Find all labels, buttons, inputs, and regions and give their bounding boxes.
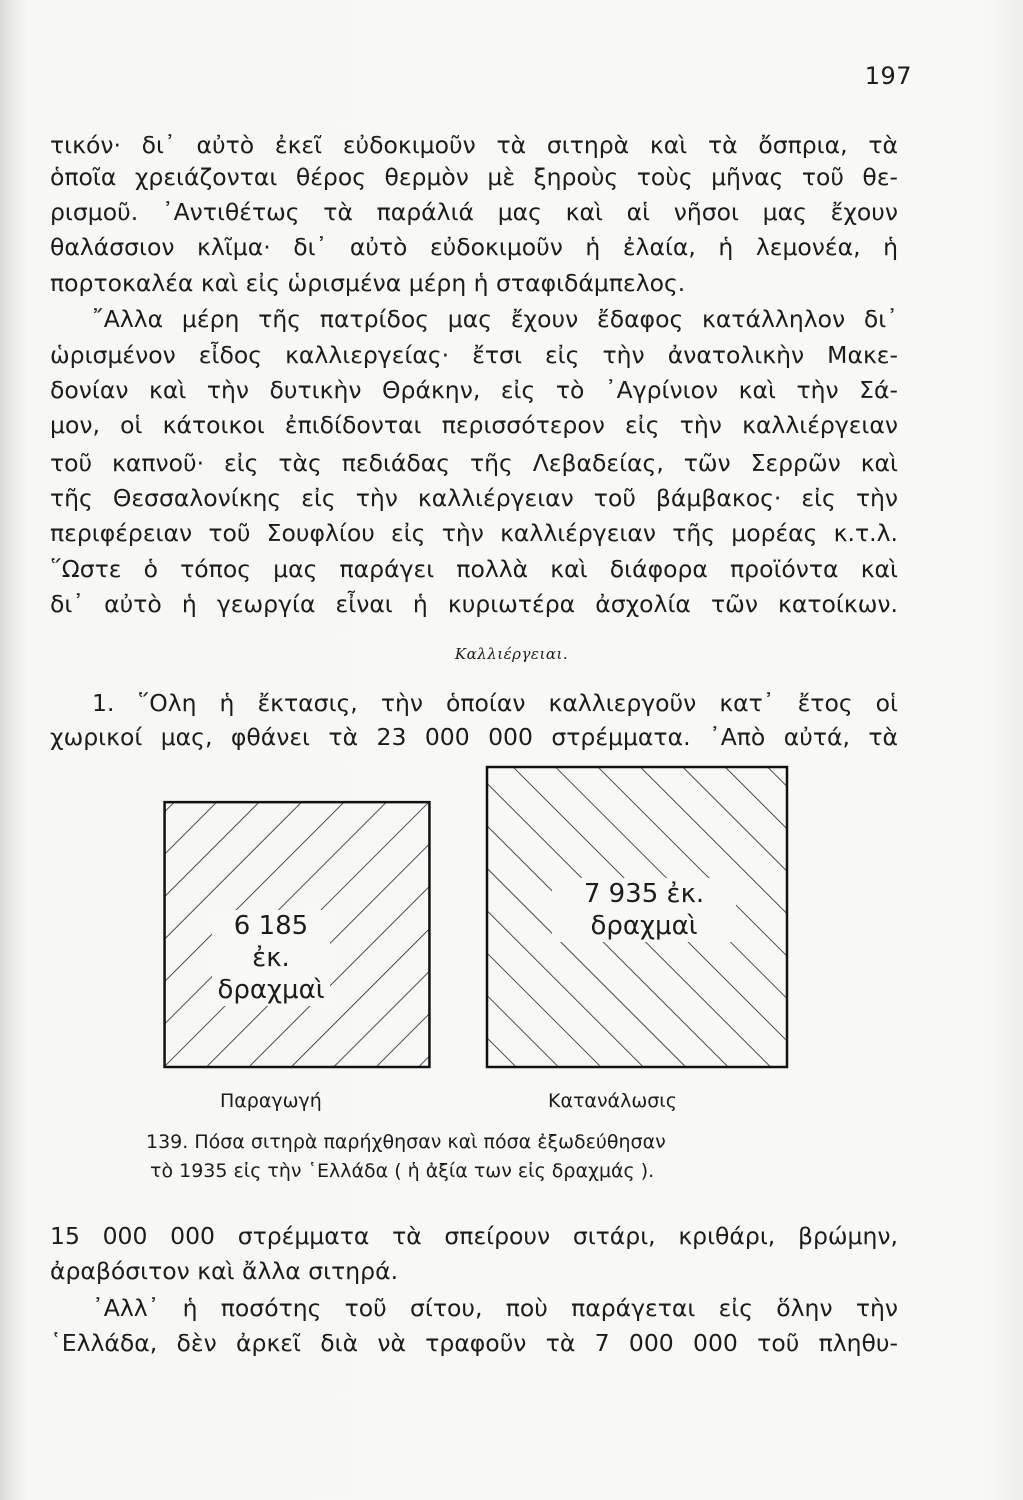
- text-line: τικόν· δι᾽ αὐτὸ ἐκεῖ εὐδοκιμοῦν τὰ σιτηρὰ καὶ τὰ ὄσπρια, τὰ: [50, 131, 898, 159]
- production-value: 6 185 ἐκ.: [233, 911, 309, 973]
- text-line: 1. ῞Ολη ἡ ἔκτασις, τὴν ὁποίαν καλλιεργοῦν κατ᾽ ἔτος οἱ: [92, 689, 898, 717]
- text-line: ῾Ελλάδα, δὲν ἀρκεῖ διὰ νὰ τραφοῦν τὰ 7 000 000 τοῦ πληθυ-: [50, 1329, 898, 1357]
- consumption-value: 7 935 ἐκ.: [583, 879, 705, 909]
- text-line: χωρικοί μας, φθάνει τὰ 23 000 000 στρέμματα. ᾿Απὸ αὐτά, τὰ: [50, 723, 898, 751]
- text-line: δονίαν καὶ τὴν δυτικὴν Θράκην, εἰς τὸ ᾿Αγρίνιον καὶ τὴν Σά-: [50, 376, 898, 404]
- production-label: Παραγωγή: [220, 1090, 322, 1112]
- text-line: πορτοκαλέα καὶ εἰς ὡρισμένα μέρη ἡ σταφιδάμπελος.: [50, 269, 686, 297]
- consumption-value-label: [552, 878, 736, 942]
- text-line: ὁποῖα χρειάζονται θέρος θερμὸν μὲ ξηροὺς τοὺς μῆνας τοῦ θε-: [50, 163, 898, 191]
- text-line: ᾿Αλλ᾽ ἡ ποσότης τοῦ σίτου, ποὺ παράγεται εἰς ὅλην τὴν: [92, 1294, 898, 1322]
- text-line: ὡρισμένον εἶδος καλλιεργείας· ἔτσι εἰς τὴν ἀνατολικὴν Μακε-: [50, 341, 898, 369]
- production-unit: δραχμαὶ: [217, 975, 325, 1005]
- text-line: ἀραβόσιτον καὶ ἄλλα σιτηρά.: [50, 1257, 399, 1285]
- figure-caption-line: τὸ 1935 εἰς τὴν ῾Ελλάδα ( ἡ ἀξία των εἰς δραχμάς ).: [150, 1160, 655, 1182]
- text-line: μον, οἱ κάτοικοι ἐπιδίδονται περισσότερον εἰς τὴν καλλιέργειαν: [50, 411, 898, 439]
- consumption-label: Κατανάλωσις: [548, 1090, 677, 1112]
- section-heading: Καλλιέργειαι.: [454, 645, 569, 663]
- text-line: ῞Ωστε ὁ τόπος μας παράγει πολλὰ καὶ διάφορα προϊόντα καὶ: [50, 555, 898, 583]
- text-line: ρισμοῦ. ᾿Αντιθέτως τὰ παράλιά μας καὶ αἱ νῆσοι μας ἔχουν: [50, 198, 898, 226]
- figure-caption-line: 139. Πόσα σιτηρὰ παρήχθησαν καὶ πόσα ἐξωδεύθησαν: [146, 1131, 666, 1153]
- text-line: περιφέρειαν τοῦ Σουφλίου εἰς τὴν καλλιέργειαν τῆς μορέας κ.τ.λ.: [50, 519, 898, 547]
- text-line: τῆς Θεσσαλονίκης εἰς τὴν καλλιέργειαν τοῦ βάμβακος· εἰς τὴν: [50, 484, 898, 512]
- text-line: θαλάσσιον κλῖμα· δι᾽ αὐτὸ εὐδοκιμοῦν ἡ ἐλαία, ἡ λεμονέα, ἡ: [50, 233, 898, 261]
- text-line: ῎Αλλα μέρη τῆς πατρίδος μας ἔχουν ἔδαφος κατάλληλον δι᾽: [92, 305, 898, 333]
- production-value-label: [212, 910, 330, 1006]
- consumption-unit: δραχμαὶ: [590, 911, 698, 941]
- text-line: 15 000 000 στρέμματα τὰ σπείρουν σιτάρι, κριθάρι, βρώμην,: [50, 1222, 898, 1250]
- page-number: 197: [864, 62, 912, 90]
- text-line: τοῦ καπνοῦ· εἰς τὰς πεδιάδας τῆς Λεβαδείας, τῶν Σερρῶν καὶ: [50, 449, 898, 477]
- text-line: δι᾽ αὐτὸ ἡ γεωργία εἶναι ἡ κυριωτέρα ἀσχολία τῶν κατοίκων.: [50, 590, 898, 618]
